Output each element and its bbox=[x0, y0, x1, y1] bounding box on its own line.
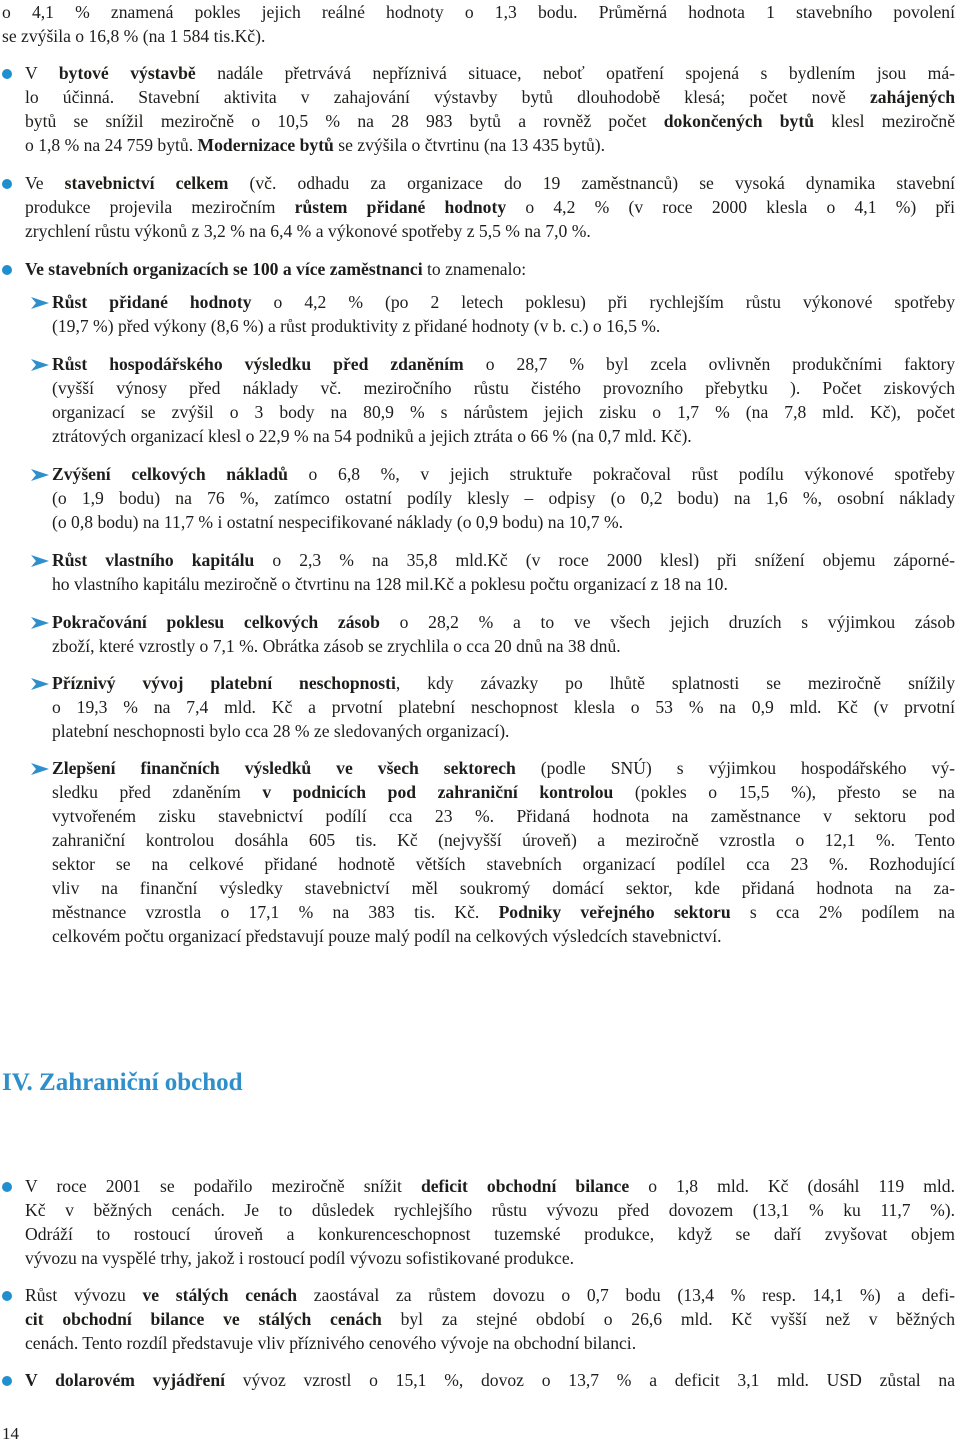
intro-line-1: o 4,1 % znamená pokles jejich reálné hodnoty o 1,3 bodu. Průměrná hodnota 1 stavebního povolení bbox=[2, 2, 955, 22]
bullet-text: V roce 2001 se podařilo meziročně snížit deficit obchodní bilance o 1,8 mld. Kč (dosáhl 119 mld. Kč v běžných cenách. Je to důsledek rychlejšího růstu vývozu před dovozem (13,1 % ku 11,7 %). Odráží to rostoucí úroveň a konkurenceschopnost tuzemské produkce, když se daří zvyšovat objem vývozu na vyspělé trhy, jakož i rostoucí podíl vývozu sofistikované produkce. bbox=[25, 1176, 955, 1268]
bullet-large-organizations bbox=[0, 257, 960, 281]
subitem-text: Růst hospodářského výsledku před zdaněním o 28,7 % byl zcela ovlivněn produkčními faktory (vyšší výnosy před náklady vč. meziročního růstu čistého provozního přebytku ). Počet ziskových organizací se zvýšil o 3 body na 80,9 % s nárůstem jejich zisku o 1,7 % (na 7,8 mld. Kč), počet ztrátových organizací klesl o 22,9 % na 54 podniků a jejich ztráta o 66 % (na 0,7 mld. Kč). bbox=[52, 354, 955, 446]
bullet-dollar-terms bbox=[0, 1368, 960, 1392]
subitem-text: Zvýšení celkových nákladů o 6,8 %, v jejich struktuře pokračoval růst podílu výkonové spotřeby (o 1,9 bodu) na 76 %, zatímco ostatní podíly klesly – odpisy (o 0,2 bodu) na 1,6 %, osobní náklady (o 0,8 bodu) na 11,7 % i ostatní nespecifikované náklady (o 0,9 bodu) na 10,7 %. bbox=[52, 464, 955, 532]
bullet-text: V bytové výstavbě nadále přetrvává nepříznivá situace, neboť opatření spojená s bydlením jsou má- lo účinná. Stavební aktivita v zahajování výstavby bytů dlouhodobě klesá; počet nově zahájených bytů se snížil meziročně o 10,5 % na 28 983 bytů a rovněž počet dokončených bytů klesl meziročně o 1,8 % na 24 759 bytů. Modernizace bytů se zvýšila o čtvrtinu (na 13 435 bytů). bbox=[25, 63, 955, 155]
subitem-text: Pokračování poklesu celkových zásob o 28,2 % a to ve všech jejich druzích s výjimkou zásob zboží, které vzrostly o 7,1 %. Obrátka zásob se zrychlila o cca 20 dnů na 38 dnů. bbox=[52, 612, 955, 656]
arrowhead-icon bbox=[30, 358, 50, 372]
bullet-text: Ve stavebnictví celkem (vč. odhadu za organizace do 19 zaměstnanců) se vysoká dynamika stavební produkce projevila meziročním růstem přidané hodnoty o 4,2 % (v roce 2000 klesla o 4,1 %) při zrychlení růstu výkonů z 3,2 % na 6,4 % a výkonové spotřeby z 5,5 % na 7,0 %. bbox=[25, 173, 955, 241]
bullet-dot-icon bbox=[2, 1182, 12, 1192]
intro-paragraph bbox=[2, 0, 955, 48]
bullet-constant-prices bbox=[0, 1283, 960, 1355]
bullet-dot-icon bbox=[2, 1376, 12, 1386]
intro-line-2: se zvýšila o 16,8 % (na 1 584 tis.Kč). bbox=[2, 26, 266, 46]
subitem-text: Příznivý vývoj platební neschopnosti, kdy závazky po lhůtě splatnosti se meziročně snížily o 19,3 % na 7,4 mld. Kč a prvotní platební neschopnost klesla o 53 % na 0,9 mld. Kč (v prvotní platební neschopnosti bylo cca 28 % ze sledovaných organizací). bbox=[52, 673, 955, 741]
arrowhead-icon bbox=[30, 762, 50, 776]
arrowhead-icon bbox=[30, 616, 50, 630]
bullet-housing bbox=[0, 61, 960, 157]
subitem-text: Zlepšení finančních výsledků ve všech sektorech (podle SNÚ) s výjimkou hospodářského vý- sledku před zdaněním v podnicích pod zahraniční kontrolou (pokles o 15,5 %), přesto se na vytvořeném zisku stavebnictví podílí cca 23 %. Přidaná hodnota na zaměstnance v sektoru pod zahraniční kontrolou dosáhla 605 tis. Kč (nejvyšší úroveň) a meziročně vzrostla o 12,1 %. Tento sektor se na celkové přidané hodnotě větších stavebních organizací podílel cca 23 %. Rozhodující vliv na finanční výsledky stavebnictví měl soukromý domácí sektor, kde přidaná hodnota na za- městnance vzrostla o 17,1 % na 383 tis. Kč. Podniky veřejného sektoru s cca 2% podílem na celkovém počtu organizací představují pouze malý podíl na celkových výsledcích stavebnictví. bbox=[52, 758, 955, 946]
arrowhead-icon bbox=[30, 296, 50, 310]
page-number: 14 bbox=[2, 1424, 19, 1443]
bullet-dot-icon bbox=[2, 179, 12, 189]
bullet-dot-icon bbox=[2, 69, 12, 79]
bullet-text: Růst vývozu ve stálých cenách zaostával za růstem dovozu o 0,7 bodu (13,4 % resp. 14,1 %) a defi- cit obchodní bilance ve stálých cenách byl za stejné období o 26,6 mld. Kč vyšší než v běžných cenách. Tento rozdíl představuje vliv příznivého cenového vývoje na obchodní bilanci. bbox=[25, 1285, 955, 1353]
bullet-construction-total bbox=[0, 171, 960, 243]
arrowhead-icon bbox=[30, 677, 50, 691]
bullet-trade-deficit bbox=[0, 1174, 960, 1270]
bullet-text: V dolarovém vyjádření vývoz vzrostl o 15,1 %, dovoz o 13,7 % a deficit 3,1 mld. USD zůstal na bbox=[25, 1370, 955, 1390]
arrowhead-icon bbox=[30, 468, 50, 482]
subitem-text: Růst vlastního kapitálu o 2,3 % na 35,8 mld.Kč (v roce 2000 klesl) při snížení objemu záporné- ho vlastního kapitálu meziročně o čtvrtinu na 128 mil.Kč a poklesu počtu organizací z 18 na 10. bbox=[52, 550, 955, 594]
subitem-text: Růst přidané hodnoty o 4,2 % (po 2 letech poklesu) při rychlejším růstu výkonové spotřeby (19,7 %) před výkony (8,6 %) a růst produktivity z přidané hodnoty (v b. c.) o 16,5 %. bbox=[52, 292, 955, 336]
section-heading: IV. Zahraniční obchod bbox=[2, 1069, 243, 1096]
arrowhead-icon bbox=[30, 554, 50, 568]
bullet-text: Ve stavebních organizacích se 100 a více zaměstnanci to znamenalo: bbox=[25, 259, 527, 279]
bullet-dot-icon bbox=[2, 265, 12, 275]
bullet-dot-icon bbox=[2, 1291, 12, 1301]
